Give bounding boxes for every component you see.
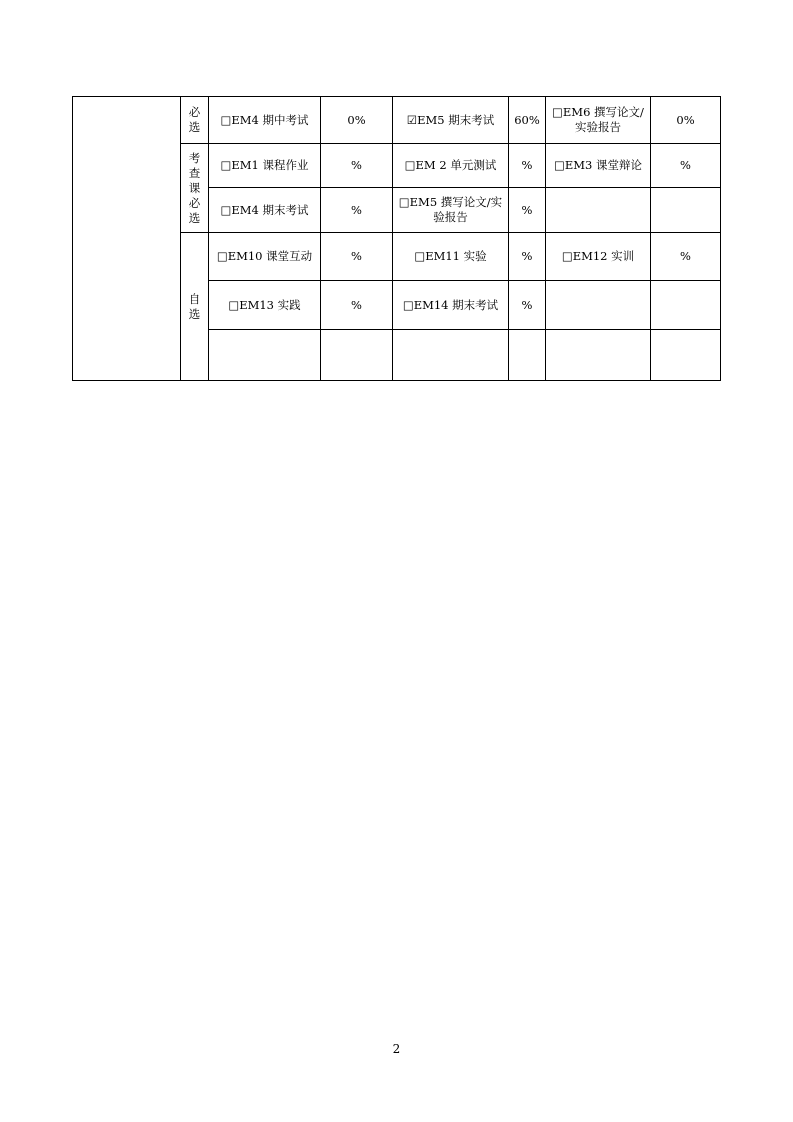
weight-percent[interactable]: % — [509, 233, 546, 281]
weight-percent[interactable]: % — [651, 233, 721, 281]
weight-percent[interactable]: 60% — [509, 97, 546, 144]
assessment-item[interactable]: □EM14 期末考试 — [393, 281, 509, 330]
assessment-item[interactable]: □EM 2 单元测试 — [393, 144, 509, 188]
category-label-exam-required: 考查课必选 — [181, 144, 209, 233]
weight-percent[interactable]: % — [321, 233, 393, 281]
weight-percent[interactable]: 0% — [321, 97, 393, 144]
assessment-item[interactable]: □EM4 期中考试 — [209, 97, 321, 144]
weight-percent[interactable]: % — [321, 144, 393, 188]
assessment-table — [72, 96, 721, 381]
page-number: 2 — [392, 1042, 401, 1056]
assessment-item[interactable]: □EM10 课堂互动 — [209, 233, 321, 281]
assessment-item[interactable]: □EM6 撰写论文/实验报告 — [546, 97, 651, 144]
weight-percent[interactable]: % — [509, 144, 546, 188]
assessment-item[interactable]: □EM12 实训 — [546, 233, 651, 281]
empty-cell — [651, 281, 721, 330]
empty-cell — [321, 330, 393, 381]
assessment-item[interactable]: □EM11 实验 — [393, 233, 509, 281]
weight-percent[interactable]: % — [321, 188, 393, 233]
assessment-item[interactable]: □EM3 课堂辩论 — [546, 144, 651, 188]
assessment-item[interactable]: □EM13 实践 — [209, 281, 321, 330]
empty-cell — [546, 281, 651, 330]
empty-cell — [546, 188, 651, 233]
table-row — [73, 97, 721, 144]
assessment-item[interactable]: □EM4 期末考试 — [209, 188, 321, 233]
assessment-item[interactable]: □EM5 撰写论文/实验报告 — [393, 188, 509, 233]
weight-percent[interactable]: % — [651, 144, 721, 188]
empty-cell — [209, 330, 321, 381]
blank-course-cell — [73, 97, 181, 381]
weight-percent[interactable]: % — [509, 188, 546, 233]
empty-cell — [509, 330, 546, 381]
weight-percent[interactable]: 0% — [651, 97, 721, 144]
empty-cell — [393, 330, 509, 381]
empty-cell — [651, 188, 721, 233]
empty-cell — [651, 330, 721, 381]
weight-percent[interactable]: % — [321, 281, 393, 330]
assessment-item[interactable]: ☑EM5 期末考试 — [393, 97, 509, 144]
empty-cell — [546, 330, 651, 381]
category-label-required: 必选 — [181, 97, 209, 144]
assessment-item[interactable]: □EM1 课程作业 — [209, 144, 321, 188]
category-label-optional: 自选 — [181, 233, 209, 381]
weight-percent[interactable]: % — [509, 281, 546, 330]
